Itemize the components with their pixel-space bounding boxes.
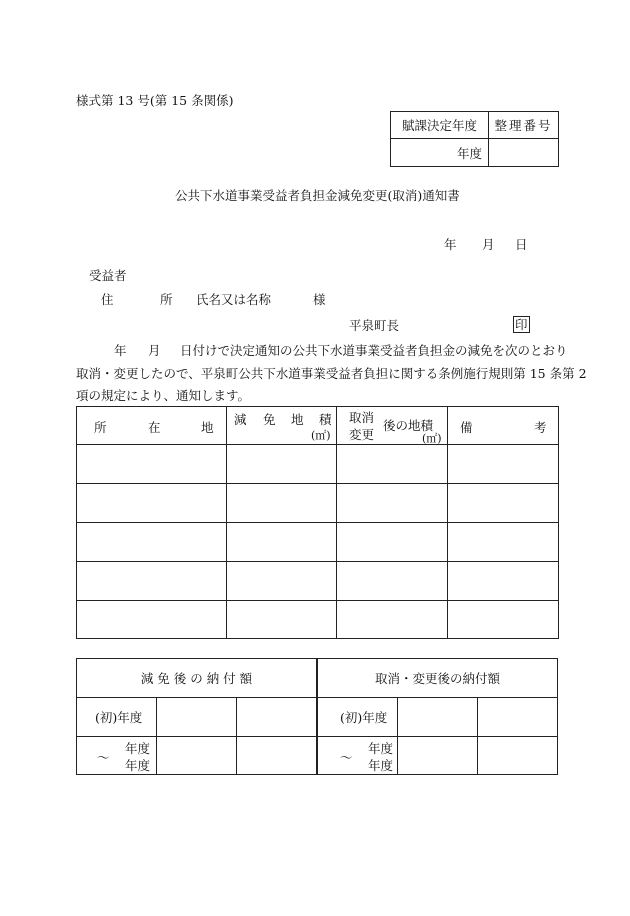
- cell-remarks[interactable]: [448, 484, 559, 523]
- form-number: 様式第 13 号(第 15 条関係): [76, 93, 234, 108]
- page-title: 公共下水道事業受益者負担金減免変更(取消)通知書: [175, 188, 460, 203]
- land-area-table: [76, 406, 559, 639]
- year-range-left: ～ 年度 年度: [77, 737, 157, 775]
- reference-number-header: 整理番号: [489, 112, 559, 139]
- reference-number-cell[interactable]: [489, 139, 559, 167]
- cell-reduced-area[interactable]: [227, 523, 337, 562]
- payment-range-row: [77, 737, 558, 775]
- payment-cell[interactable]: [477, 737, 557, 775]
- table-row: [77, 445, 559, 484]
- cell-remarks[interactable]: [448, 601, 559, 639]
- cell-remarks[interactable]: [448, 445, 559, 484]
- body-year: 年: [114, 343, 127, 358]
- header-remarks: 備 考: [448, 407, 559, 445]
- body-line-2: 取消・変更したので、平泉町公共下水道事業受益者負担に関する条例施行規則第 15 条第 2: [76, 366, 587, 381]
- payment-cell[interactable]: [237, 737, 317, 775]
- cell-changed-area[interactable]: [337, 445, 448, 484]
- table-row: [77, 601, 559, 639]
- cell-reduced-area[interactable]: [227, 601, 337, 639]
- date-day: 日: [515, 237, 528, 252]
- cell-location[interactable]: [77, 484, 227, 523]
- cell-location[interactable]: [77, 445, 227, 484]
- cell-location[interactable]: [77, 562, 227, 601]
- cell-location[interactable]: [77, 601, 227, 639]
- cell-changed-area[interactable]: [337, 562, 448, 601]
- changed-payment-header: 取消・変更後の納付額: [317, 659, 558, 698]
- address-char-2: 所: [160, 292, 173, 307]
- issuer-name: 平泉町長: [349, 318, 400, 333]
- date-year: 年: [444, 237, 457, 252]
- reduced-payment-header: 減 免 後 の 納 付 額: [77, 659, 317, 698]
- name-label: 氏名又は名称: [196, 292, 272, 307]
- seal-mark: 印: [515, 317, 528, 332]
- body-month: 月: [148, 343, 161, 358]
- fiscal-year-box: [390, 111, 559, 167]
- cell-reduced-area[interactable]: [227, 445, 337, 484]
- initial-year-right: (初)年度: [317, 698, 397, 737]
- cell-remarks[interactable]: [448, 562, 559, 601]
- year-range-right: ～ 年度 年度: [317, 737, 397, 775]
- cell-changed-area[interactable]: [337, 523, 448, 562]
- year-label: 年度: [456, 145, 482, 161]
- payment-cell[interactable]: [477, 698, 557, 737]
- address-char-1: 住: [101, 292, 114, 307]
- date-month: 月: [482, 237, 495, 252]
- body-line-3: 項の規定により、通知します。: [76, 388, 251, 403]
- payment-header-row: [77, 659, 558, 698]
- header-location: 所 在 地: [77, 407, 227, 445]
- payment-initial-row: [77, 698, 558, 737]
- table-header-row: [77, 407, 559, 445]
- table-row: [77, 562, 559, 601]
- cell-changed-area[interactable]: [337, 484, 448, 523]
- payment-cell[interactable]: [157, 737, 237, 775]
- cell-reduced-area[interactable]: [227, 484, 337, 523]
- header-reduced-area: 減 免 地 積 (㎡): [227, 407, 337, 445]
- cell-location[interactable]: [77, 523, 227, 562]
- table-row: [77, 523, 559, 562]
- fiscal-year-cell[interactable]: [391, 139, 489, 167]
- honorific: 様: [313, 292, 326, 307]
- table-row: [77, 484, 559, 523]
- cell-remarks[interactable]: [448, 523, 559, 562]
- payment-cell[interactable]: [397, 698, 477, 737]
- cell-changed-area[interactable]: [337, 601, 448, 639]
- payment-cell[interactable]: [397, 737, 477, 775]
- payment-cell[interactable]: [157, 698, 237, 737]
- initial-year-left: (初)年度: [77, 698, 157, 737]
- payment-table: [76, 658, 558, 775]
- payment-cell[interactable]: [237, 698, 317, 737]
- header-changed-area: 取消 変更 後の地積 (㎡): [337, 407, 448, 445]
- recipient-label: 受益者: [89, 268, 127, 283]
- cell-reduced-area[interactable]: [227, 562, 337, 601]
- fiscal-year-header: 賦課決定年度: [391, 112, 489, 139]
- body-line-1: 日付けで決定通知の公共下水道事業受益者負担金の減免を次のとおり: [180, 343, 568, 358]
